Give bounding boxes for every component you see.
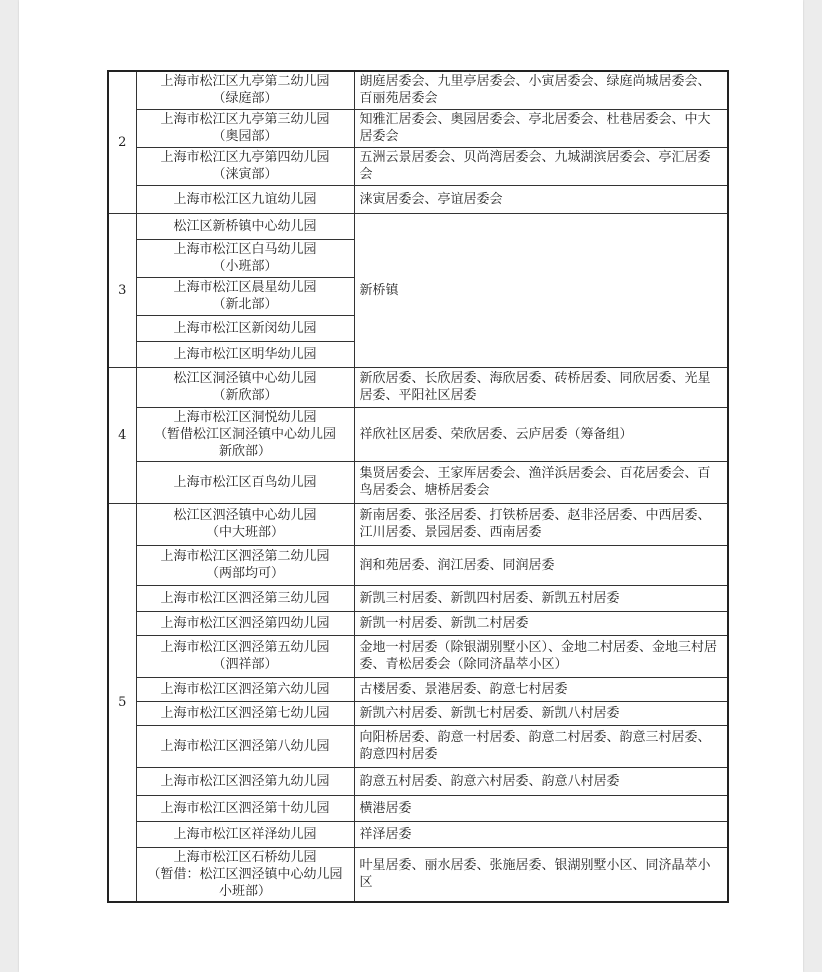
kindergarten-name-cell (136, 407, 354, 461)
table-row (108, 71, 728, 109)
kindergarten-name-line: （暂借松江区洞泾镇中心幼儿园 (153, 426, 336, 442)
kindergarten-name-line: 上海市松江区白马幼儿园 (173, 242, 317, 257)
residential-committee-cell: 横港居委 (354, 795, 728, 821)
table-row (108, 701, 728, 725)
table-row (108, 367, 728, 407)
kindergarten-name-line: （暂借：松江区泗泾镇中心幼儿园 (147, 866, 343, 882)
kindergarten-name-line: 上海市松江区百鸟幼儿园 (173, 474, 317, 490)
kindergarten-name-line: （中大班部） (205, 525, 284, 540)
residential-committee-cell: 润和苑居委、润江居委、同润居委 (354, 545, 728, 585)
table-row (108, 213, 728, 239)
residential-committee-cell: 向阳桥居委、韵意一村居委、韵意二村居委、韵意三村居委、韵意四村居委 (354, 725, 728, 767)
table-row (108, 611, 728, 635)
kindergarten-name-line: 上海市松江区晨星幼儿园 (173, 280, 317, 295)
kindergarten-name-line: 上海市松江区洞悦幼儿园 (173, 409, 317, 425)
table-row (108, 545, 728, 585)
residential-committee-cell: 新桥镇 (354, 213, 728, 367)
table-row (108, 147, 728, 185)
residential-committee-cell: 叶星居委、丽水居委、张施居委、银湖别墅小区、同济晶萃小区 (354, 847, 728, 902)
residential-committee-cell: 金地一村居委（除银湖别墅小区）、金地二村居委、金地三村居委、青松居委会（除同济晶萃小区） (354, 635, 728, 677)
kindergarten-name-cell (136, 847, 354, 902)
table-row (108, 407, 728, 461)
enrollment-zone-table (107, 70, 729, 903)
kindergarten-name-cell (136, 185, 354, 213)
document-page (19, 0, 803, 972)
kindergarten-name-cell (136, 277, 354, 315)
residential-committee-cell: 古楼居委、景港居委、韵意七村居委 (354, 677, 728, 701)
kindergarten-name-line: 上海市松江区泗泾第二幼儿园 (160, 549, 330, 564)
group-number-cell: 5 (108, 503, 136, 902)
kindergarten-name-cell (136, 213, 354, 239)
kindergarten-name-line: 松江区泗泾镇中心幼儿园 (173, 508, 317, 523)
kindergarten-name-cell (136, 677, 354, 701)
kindergarten-name-line: 松江区洞泾镇中心幼儿园 (173, 371, 317, 386)
kindergarten-name-cell (136, 725, 354, 767)
kindergarten-name-line: （涞寅部） (212, 167, 278, 182)
kindergarten-name-line: 上海市松江区泗泾第六幼儿园 (160, 681, 330, 697)
table-row (108, 677, 728, 701)
table-row (108, 503, 728, 545)
kindergarten-name-cell (136, 71, 354, 109)
residential-committee-cell: 新南居委、张泾居委、打铁桥居委、赵非泾居委、中西居委、江川居委、景园居委、西南居委 (354, 503, 728, 545)
kindergarten-name-line: （绿庭部） (212, 91, 278, 107)
table-row (108, 847, 728, 902)
kindergarten-name-cell (136, 315, 354, 341)
kindergarten-name-cell (136, 147, 354, 185)
residential-committee-cell: 新欣居委、长欣居委、海欣居委、砖桥居委、同欣居委、光星居委、平阳社区居委 (354, 367, 728, 407)
kindergarten-name-line: 上海市松江区祥泽幼儿园 (173, 826, 317, 842)
kindergarten-name-cell (136, 821, 354, 847)
table-row (108, 821, 728, 847)
residential-committee-cell: 新凯一村居委、新凯二村居委 (354, 611, 728, 635)
group-number-cell: 3 (108, 213, 136, 367)
kindergarten-name-line: 松江区新桥镇中心幼儿园 (173, 218, 317, 234)
kindergarten-name-line: 上海市松江区泗泾第五幼儿园 (160, 640, 330, 655)
table-row (108, 725, 728, 767)
kindergarten-name-line: （奥园部） (212, 129, 278, 144)
residential-committee-cell: 知雅汇居委会、奥园居委会、亭北居委会、杜巷居委会、中大居委会 (354, 109, 728, 147)
kindergarten-name-line: 上海市松江区泗泾第三幼儿园 (160, 590, 330, 606)
kindergarten-name-cell (136, 341, 354, 367)
residential-committee-cell: 新凯三村居委、新凯四村居委、新凯五村居委 (354, 585, 728, 611)
table-row (108, 109, 728, 147)
group-number-cell: 4 (108, 367, 136, 503)
residential-committee-cell: 祥泽居委 (354, 821, 728, 847)
kindergarten-name-line: 上海市松江区九谊幼儿园 (173, 191, 317, 207)
residential-committee-cell: 祥欣社区居委、荣欣居委、云庐居委（筹备组） (354, 407, 728, 461)
kindergarten-name-cell (136, 767, 354, 795)
residential-committee-cell: 五洲云景居委会、贝尚湾居委会、九城湖滨居委会、亭汇居委会 (354, 147, 728, 185)
residential-committee-cell: 韵意五村居委、韵意六村居委、韵意八村居委 (354, 767, 728, 795)
kindergarten-name-line: 新欣部） (218, 443, 271, 459)
kindergarten-name-line: 上海市松江区明华幼儿园 (173, 346, 317, 362)
kindergarten-name-line: （两部均可） (205, 566, 284, 581)
kindergarten-name-line: 上海市松江区泗泾第四幼儿园 (160, 615, 330, 631)
kindergarten-name-line: 上海市松江区泗泾第七幼儿园 (160, 705, 330, 721)
table-row (108, 795, 728, 821)
kindergarten-name-line: 上海市松江区泗泾第九幼儿园 (160, 773, 330, 789)
kindergarten-name-line: （新欣部） (212, 388, 278, 403)
kindergarten-name-cell (136, 585, 354, 611)
table-row (108, 767, 728, 795)
table-row (108, 185, 728, 213)
kindergarten-name-cell (136, 701, 354, 725)
kindergarten-name-line: 上海市松江区九亭第四幼儿园 (160, 150, 330, 165)
kindergarten-name-line: 上海市松江区新闵幼儿园 (173, 320, 317, 336)
table-row (108, 461, 728, 503)
kindergarten-name-cell (136, 109, 354, 147)
kindergarten-name-cell (136, 239, 354, 277)
kindergarten-name-cell (136, 545, 354, 585)
kindergarten-name-cell (136, 795, 354, 821)
kindergarten-name-cell (136, 461, 354, 503)
kindergarten-name-cell (136, 611, 354, 635)
kindergarten-name-line: 上海市松江区石桥幼儿园 (173, 849, 317, 865)
kindergarten-name-line: （新北部） (212, 297, 278, 312)
kindergarten-name-line: 上海市松江区九亭第二幼儿园 (160, 74, 330, 90)
residential-committee-cell: 新凯六村居委、新凯七村居委、新凯八村居委 (354, 701, 728, 725)
table-row (108, 585, 728, 611)
kindergarten-name-line: 上海市松江区泗泾第十幼儿园 (160, 800, 330, 816)
group-number-cell: 2 (108, 71, 136, 213)
kindergarten-name-cell (136, 367, 354, 407)
kindergarten-name-line: 上海市松江区九亭第三幼儿园 (160, 112, 330, 127)
kindergarten-name-cell (136, 635, 354, 677)
residential-committee-cell: 涞寅居委会、亭谊居委会 (354, 185, 728, 213)
kindergarten-name-line: 上海市松江区泗泾第八幼儿园 (160, 738, 330, 754)
kindergarten-name-line: （小班部） (212, 259, 278, 274)
kindergarten-name-line: （泗祥部） (212, 657, 278, 672)
kindergarten-name-line: 小班部） (218, 883, 271, 899)
kindergarten-name-cell (136, 503, 354, 545)
table-row (108, 635, 728, 677)
residential-committee-cell: 集贤居委会、王家厍居委会、渔洋浜居委会、百花居委会、百鸟居委会、塘桥居委会 (354, 461, 728, 503)
residential-committee-cell: 朗庭居委会、九里亭居委会、小寅居委会、绿庭尚城居委会、百丽苑居委会 (354, 71, 728, 109)
